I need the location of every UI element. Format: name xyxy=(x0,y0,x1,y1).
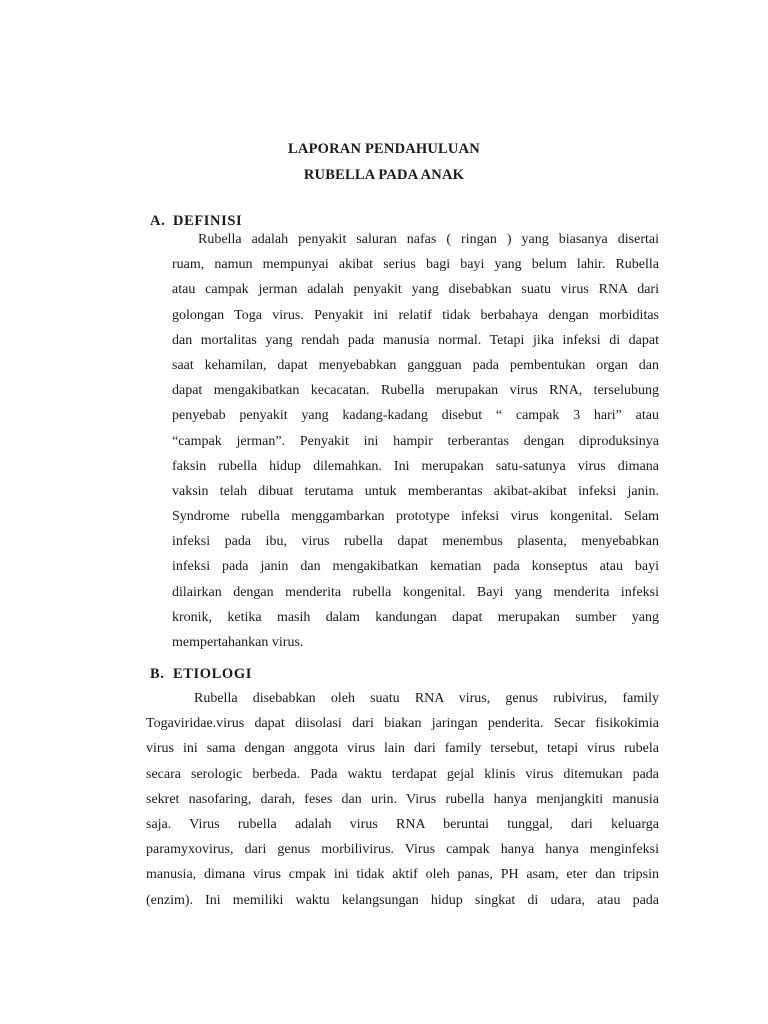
text-line: atau campak jerman adalah penyakit yang disebabkan suatu virus RNA dari xyxy=(172,282,659,298)
text-line: Rubella adalah penyakit saluran nafas ( ringan ) yang biasanya disertai xyxy=(198,232,659,247)
text-line: mempertahankan virus. xyxy=(172,635,304,650)
section-letter: A. xyxy=(150,213,166,229)
section-title: ETIOLOGI xyxy=(173,666,252,682)
text-line: Togaviridae.virus dapat diisolasi dari biakan jaringan penderita. Secar fisikokimia xyxy=(146,716,659,732)
text-line: Syndrome rubella menggambarkan prototype infeksi virus kongenital. Selam xyxy=(172,509,659,525)
text-line: virus ini sama dengan anggota virus lain dari family tersebut, tetapi virus rubela xyxy=(146,741,659,757)
text-line: ruam, namun mempunyai akibat serius bagi bayi yang belum lahir. Rubella xyxy=(172,257,659,273)
document-title xyxy=(0,136,768,188)
text-line: Rubella disebabkan oleh suatu RNA virus, genus rubivirus, family xyxy=(194,691,659,706)
text-line: dapat mengakibatkan kecacatan. Rubella merupakan virus RNA, terselubung xyxy=(172,383,659,399)
text-line: (enzim). Ini memiliki waktu kelangsungan hidup singkat di udara, atau pada xyxy=(146,892,659,908)
text-line: infeksi pada janin dan mengakibatkan kematian pada konseptus atau bayi xyxy=(172,559,659,575)
text-line: secara serologic berbeda. Pada waktu terdapat gejal klinis virus ditemukan pada xyxy=(146,766,659,782)
paragraph-etiologi xyxy=(146,686,659,913)
text-line: saat kehamilan, dapat menyebabkan gangguan pada pembentukan organ dan xyxy=(172,357,659,373)
paragraph-definisi xyxy=(172,227,659,655)
text-line: infeksi pada ibu, virus rubella dapat menembus plasenta, menyebabkan xyxy=(172,534,659,550)
text-line: saja. Virus rubella adalah virus RNA beruntai tunggal, dari keluarga xyxy=(146,816,659,832)
text-line: faksin rubella hidup dilemahkan. Ini merupakan satu-satunya virus dimana xyxy=(172,458,659,474)
section-title: DEFINISI xyxy=(173,213,243,229)
text-line: golongan Toga virus. Penyakit ini relatif tidak berbahaya dengan morbiditas xyxy=(172,307,659,323)
text-line: manusia, dimana virus cmpak ini tidak aktif oleh panas, PH asam, eter dan tripsin xyxy=(146,867,659,883)
title-line-1: LAPORAN PENDAHULUAN xyxy=(288,141,480,157)
text-line: sekret nasofaring, darah, feses dan urin. Virus rubella hanya menjangkiti manusia xyxy=(146,791,659,807)
section-heading-etiologi xyxy=(150,664,252,684)
text-line: kronik, ketika masih dalam kandungan dapat merupakan sumber yang xyxy=(172,609,659,625)
text-line: “campak jerman”. Penyakit ini hampir terberantas dengan diproduksinya xyxy=(172,433,659,449)
section-letter: B. xyxy=(150,666,165,682)
text-line: paramyxovirus, dari genus morbilivirus. Virus campak hanya hanya menginfeksi xyxy=(146,842,659,858)
title-line-2: RUBELLA PADA ANAK xyxy=(303,167,465,183)
text-line: vaksin telah dibuat terutama untuk memberantas akibat-akibat infeksi janin. xyxy=(172,483,659,499)
text-line: penyebab penyakit yang kadang-kadang disebut “ campak 3 hari” atau xyxy=(172,408,659,424)
text-line: dan mortalitas yang rendah pada manusia normal. Tetapi jika infeksi di dapat xyxy=(172,332,659,348)
text-line: dilairkan dengan menderita rubella kongenital. Bayi yang menderita infeksi xyxy=(172,584,659,600)
